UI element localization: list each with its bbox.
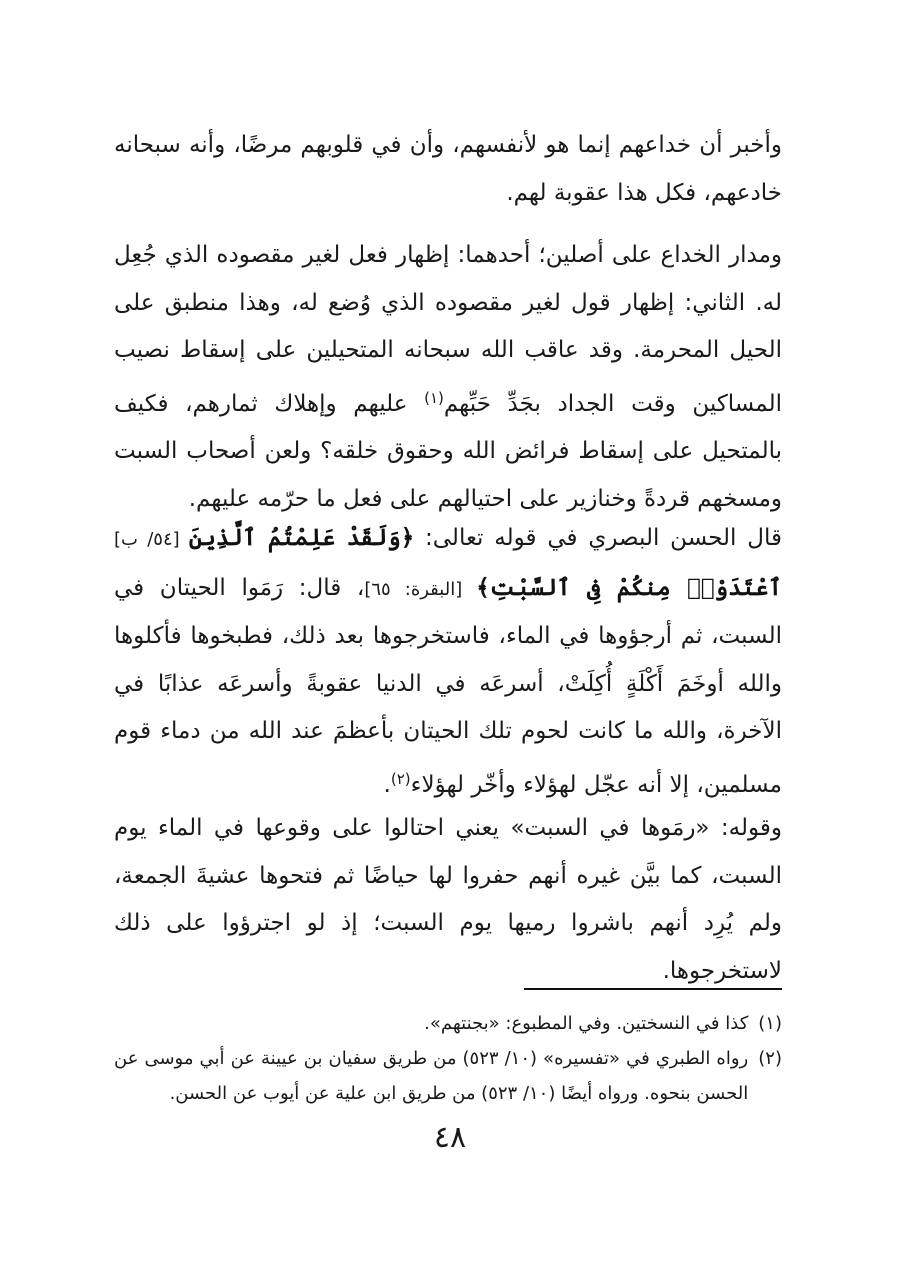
footnote-marker-1[interactable]: (١) bbox=[424, 388, 444, 407]
quran-verse-part-2: ٱعْتَدَوْا۟ مِنكُمْ فِى ٱلسَّبْتِ bbox=[489, 573, 782, 601]
footnote-2-number: (٢) bbox=[758, 1048, 782, 1069]
paragraph-1 bbox=[114, 122, 782, 217]
surah-reference: [البقرة: ٦٥] bbox=[364, 578, 477, 600]
footnote-1-number: (١) bbox=[758, 1013, 782, 1034]
paragraph-4 bbox=[114, 805, 782, 995]
paragraph-2-text-a: ومدار الخداع على أصلين؛ أحدهما: إظهار فعل لغير مقصوده الذي جُعِل له. الثاني: إظهار قول لغير مقصوده الذي وُضع له، وهذا منطبق على الحيل المحرمة. وقد عاقب الله سبحانه المتحيلين على إسقاط نصيب المساكين وقت الجداد بجَدِّ حَبِّهم bbox=[114, 242, 782, 417]
footnote-1-text: كذا في النسختين. وفي المطبوع: «بجنتهم». bbox=[424, 1013, 749, 1034]
ayah-close-bracket: ﴾ bbox=[476, 573, 490, 601]
footnote-1 bbox=[114, 1006, 782, 1041]
footnote-2-text: رواه الطبري في «تفسيره» (١٠/ ٥٢٣) من طريق سفيان بن عيينة عن أبي موسى عن الحسن بنحوه. ورواه أيضًا (١٠/ ٥٢٣) من طريق ابن علية عن أيوب عن الحسن. bbox=[114, 1048, 749, 1104]
ayah-open-bracket: ﴿ bbox=[400, 524, 415, 551]
manuscript-folio-ref: [٥٤/ ب] bbox=[114, 529, 189, 550]
paragraph-3-intro: قال الحسن البصري في قوله تعالى: bbox=[414, 525, 783, 551]
paragraph-3-text-b: . bbox=[383, 771, 391, 798]
page-number: ٤٨ bbox=[433, 1120, 467, 1155]
footnote-2 bbox=[114, 1041, 782, 1111]
footnote-marker-2[interactable]: (٢) bbox=[390, 769, 411, 788]
footnotes-section bbox=[114, 1006, 782, 1111]
paragraph-1-text: وأخبر أن خداعهم إنما هو لأنفسهم، وأن في قلوبهم مرضًا، وأنه سبحانه خادعهم، فكل هذا عقوبة لهم. bbox=[114, 132, 782, 206]
paragraph-3 bbox=[114, 514, 782, 809]
footnote-separator bbox=[524, 988, 782, 990]
paragraph-3-text-a: ، قال: رَمَوا الحيتان في السبت، ثم أرجؤوها في الماء، فاستخرجوها بعد ذلك، فطبخوها فأكلوها والله أوخَمَ أَكْلَةٍ أُكِلَتْ، أسرعَه في الدنيا عقوبةً وأسرعَه عذابًا في الآخرة، والله ما كانت لحوم تلك الحيتان بأعظمَ عند الله من دماء قوم مسلمين، إلا أنه عجّل لهؤلاء وأخّر لهؤلاء bbox=[114, 574, 782, 798]
paragraph-2 bbox=[114, 232, 782, 523]
paragraph-2-text-b: عليهم وإهلاك ثمارهم، فكيف بالمتحيل على إسقاط فرائض الله وحقوق خلقه؟ ولعن أصحاب السبت ومسخهم قردةً وخنازير على احتيالهم على فعل ما حرّمه عليهم. bbox=[114, 390, 782, 512]
quran-verse-part-1: وَلَقَدْ عَلِمْتُمُ ٱلَّذِينَ bbox=[188, 524, 401, 551]
paragraph-4-text: وقوله: «رمَوها في السبت» يعني احتالوا على وقوعها في الماء يوم السبت، كما بيَّن غيره أنهم حفروا لها حياضًا ثم فتحوها عشيةَ الجمعة، ولم يُرِد أنهم باشروا رميها يوم السبت؛ إذ لو اجترؤوا على ذلك لاستخرجوها. bbox=[114, 815, 782, 984]
